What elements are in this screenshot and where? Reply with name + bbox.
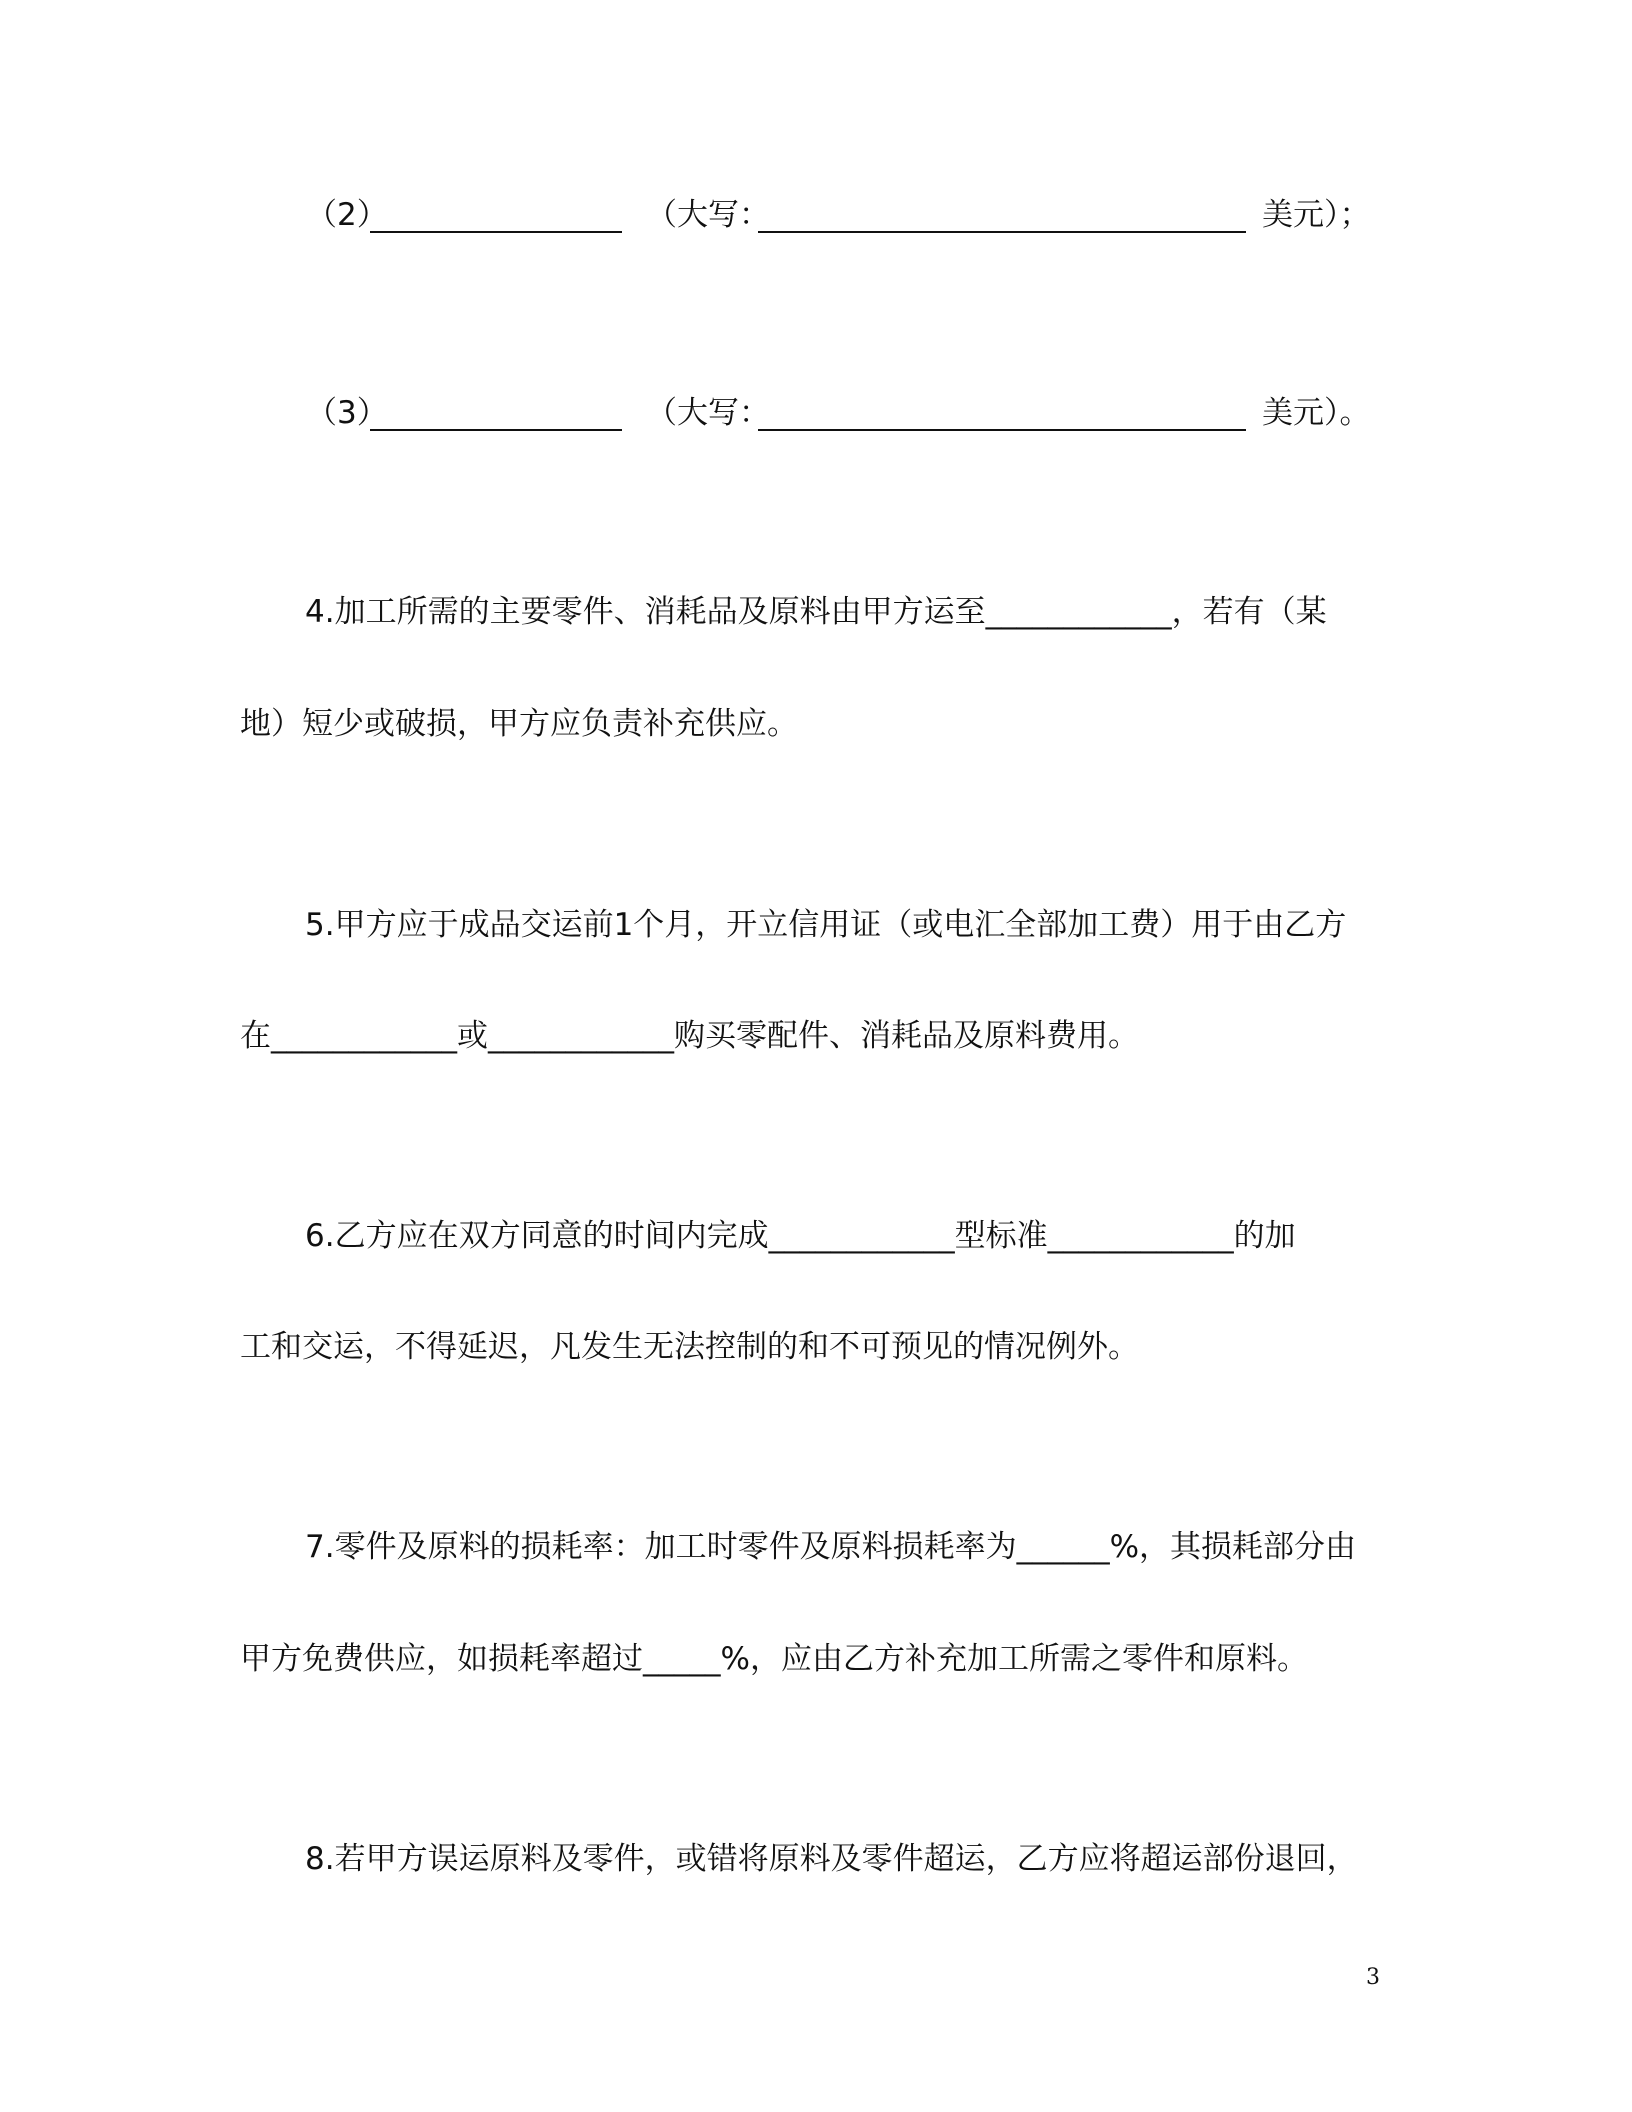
capital-label: （大写：	[646, 395, 770, 431]
clause-5-line-1: 5.甲方应于成品交运前1个月，开立信用证（或电汇全部加工费）用于由乙方	[305, 907, 1347, 943]
amount-item-3	[306, 393, 1386, 437]
amount-blank-line	[370, 429, 622, 431]
currency-label: 美元）。	[1262, 395, 1371, 431]
item-number: （2）	[306, 197, 388, 233]
capital-amount-blank-line	[758, 429, 1246, 431]
clause-4-line-2: 地）短少或破损，甲方应负责补充供应。	[240, 706, 798, 742]
clause-7-line-2: 甲方免费供应，如损耗率超过_____%，应由乙方补充加工所需之零件和原料。	[240, 1641, 1308, 1677]
clause-4-line-1: 4.加工所需的主要零件、消耗品及原料由甲方运至____________，若有（某	[305, 594, 1327, 630]
amount-blank-line	[370, 231, 622, 233]
capital-label: （大写：	[646, 197, 770, 233]
clause-5-line-2: 在____________或____________购买零配件、消耗品及原料费用。	[240, 1018, 1139, 1054]
page-number: 3	[1366, 1965, 1380, 1990]
clause-7-line-1: 7.零件及原料的损耗率：加工时零件及原料损耗率为______%，其损耗部分由	[305, 1529, 1357, 1565]
clause-6-line-2: 工和交运，不得延迟，凡发生无法控制的和不可预见的情况例外。	[240, 1329, 1139, 1365]
clause-8-line-1: 8.若甲方误运原料及零件，或错将原料及零件超运，乙方应将超运部份退回，	[305, 1841, 1358, 1877]
clause-6-line-1: 6.乙方应在双方同意的时间内完成____________型标准____________的加	[305, 1218, 1296, 1254]
capital-amount-blank-line	[758, 231, 1246, 233]
amount-item-2	[306, 195, 1386, 239]
item-number: （3）	[306, 395, 388, 431]
currency-label: 美元）；	[1262, 197, 1371, 233]
